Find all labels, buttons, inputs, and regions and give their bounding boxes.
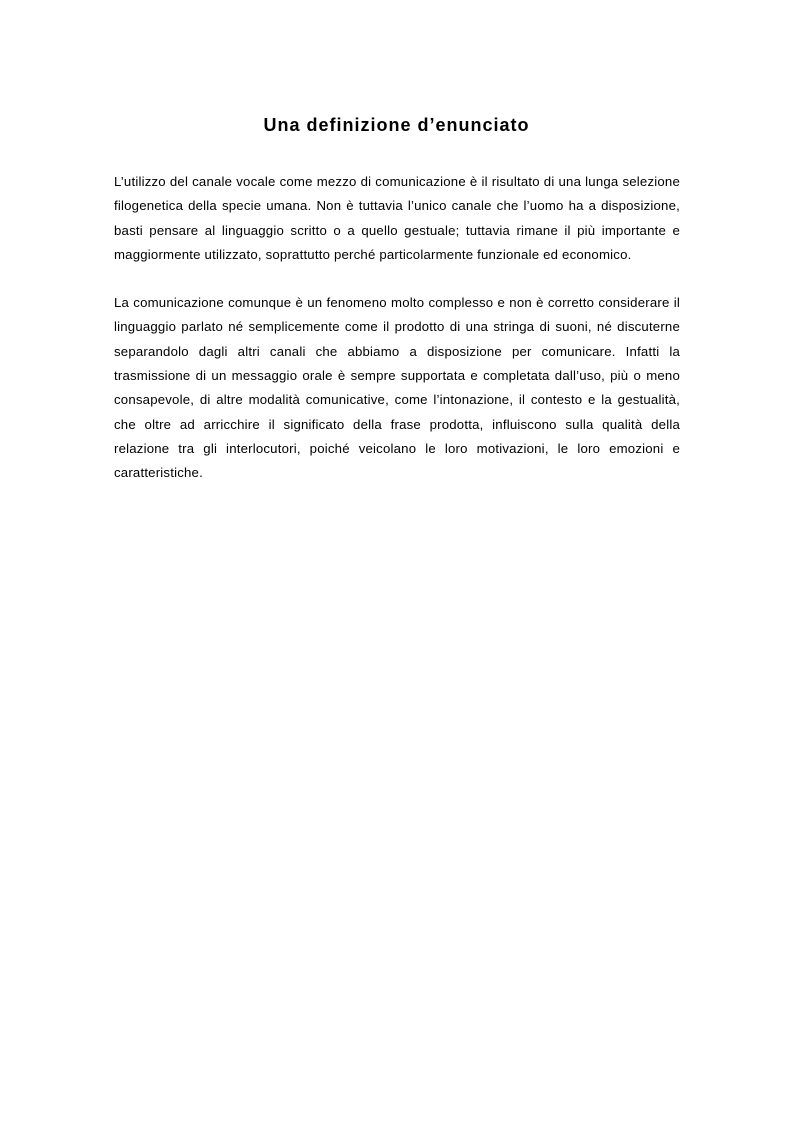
page-title: Una definizione d’enunciato bbox=[263, 115, 530, 135]
body-text bbox=[114, 170, 680, 510]
paragraph-1: L’utilizzo del canale vocale come mezzo di comunicazione è il risultato di una lunga selezione filogenetica della specie umana. Non è tuttavia l’unico canale che l’uomo ha a disposizione, basti pensare al linguaggio scritto o a quello gestuale; tuttavia rimane il più importante e maggiormente utilizzato, soprattutto perché particolarmente funzionale ed economico. bbox=[114, 174, 680, 262]
paragraph-2: La comunicazione comunque è un fenomeno molto complesso e non è corretto considerare il linguaggio parlato né semplicemente come il prodotto di una stringa di suoni, né discuterne separandolo dagli altri canali che abbiamo a disposizione per comunicare. Infatti la trasmissione di un messaggio orale è sempre supportata e completata dall’uso, più o meno consapevole, di altre modalità comunicative, come l’intonazione, il contesto e la gestualità, che oltre ad arricchire il significato della frase prodotta, influiscono sulla qualità della relazione tra gli interlocutori, poiché veicolano le loro motivazioni, le loro emozioni e caratteristiche. bbox=[114, 295, 680, 481]
